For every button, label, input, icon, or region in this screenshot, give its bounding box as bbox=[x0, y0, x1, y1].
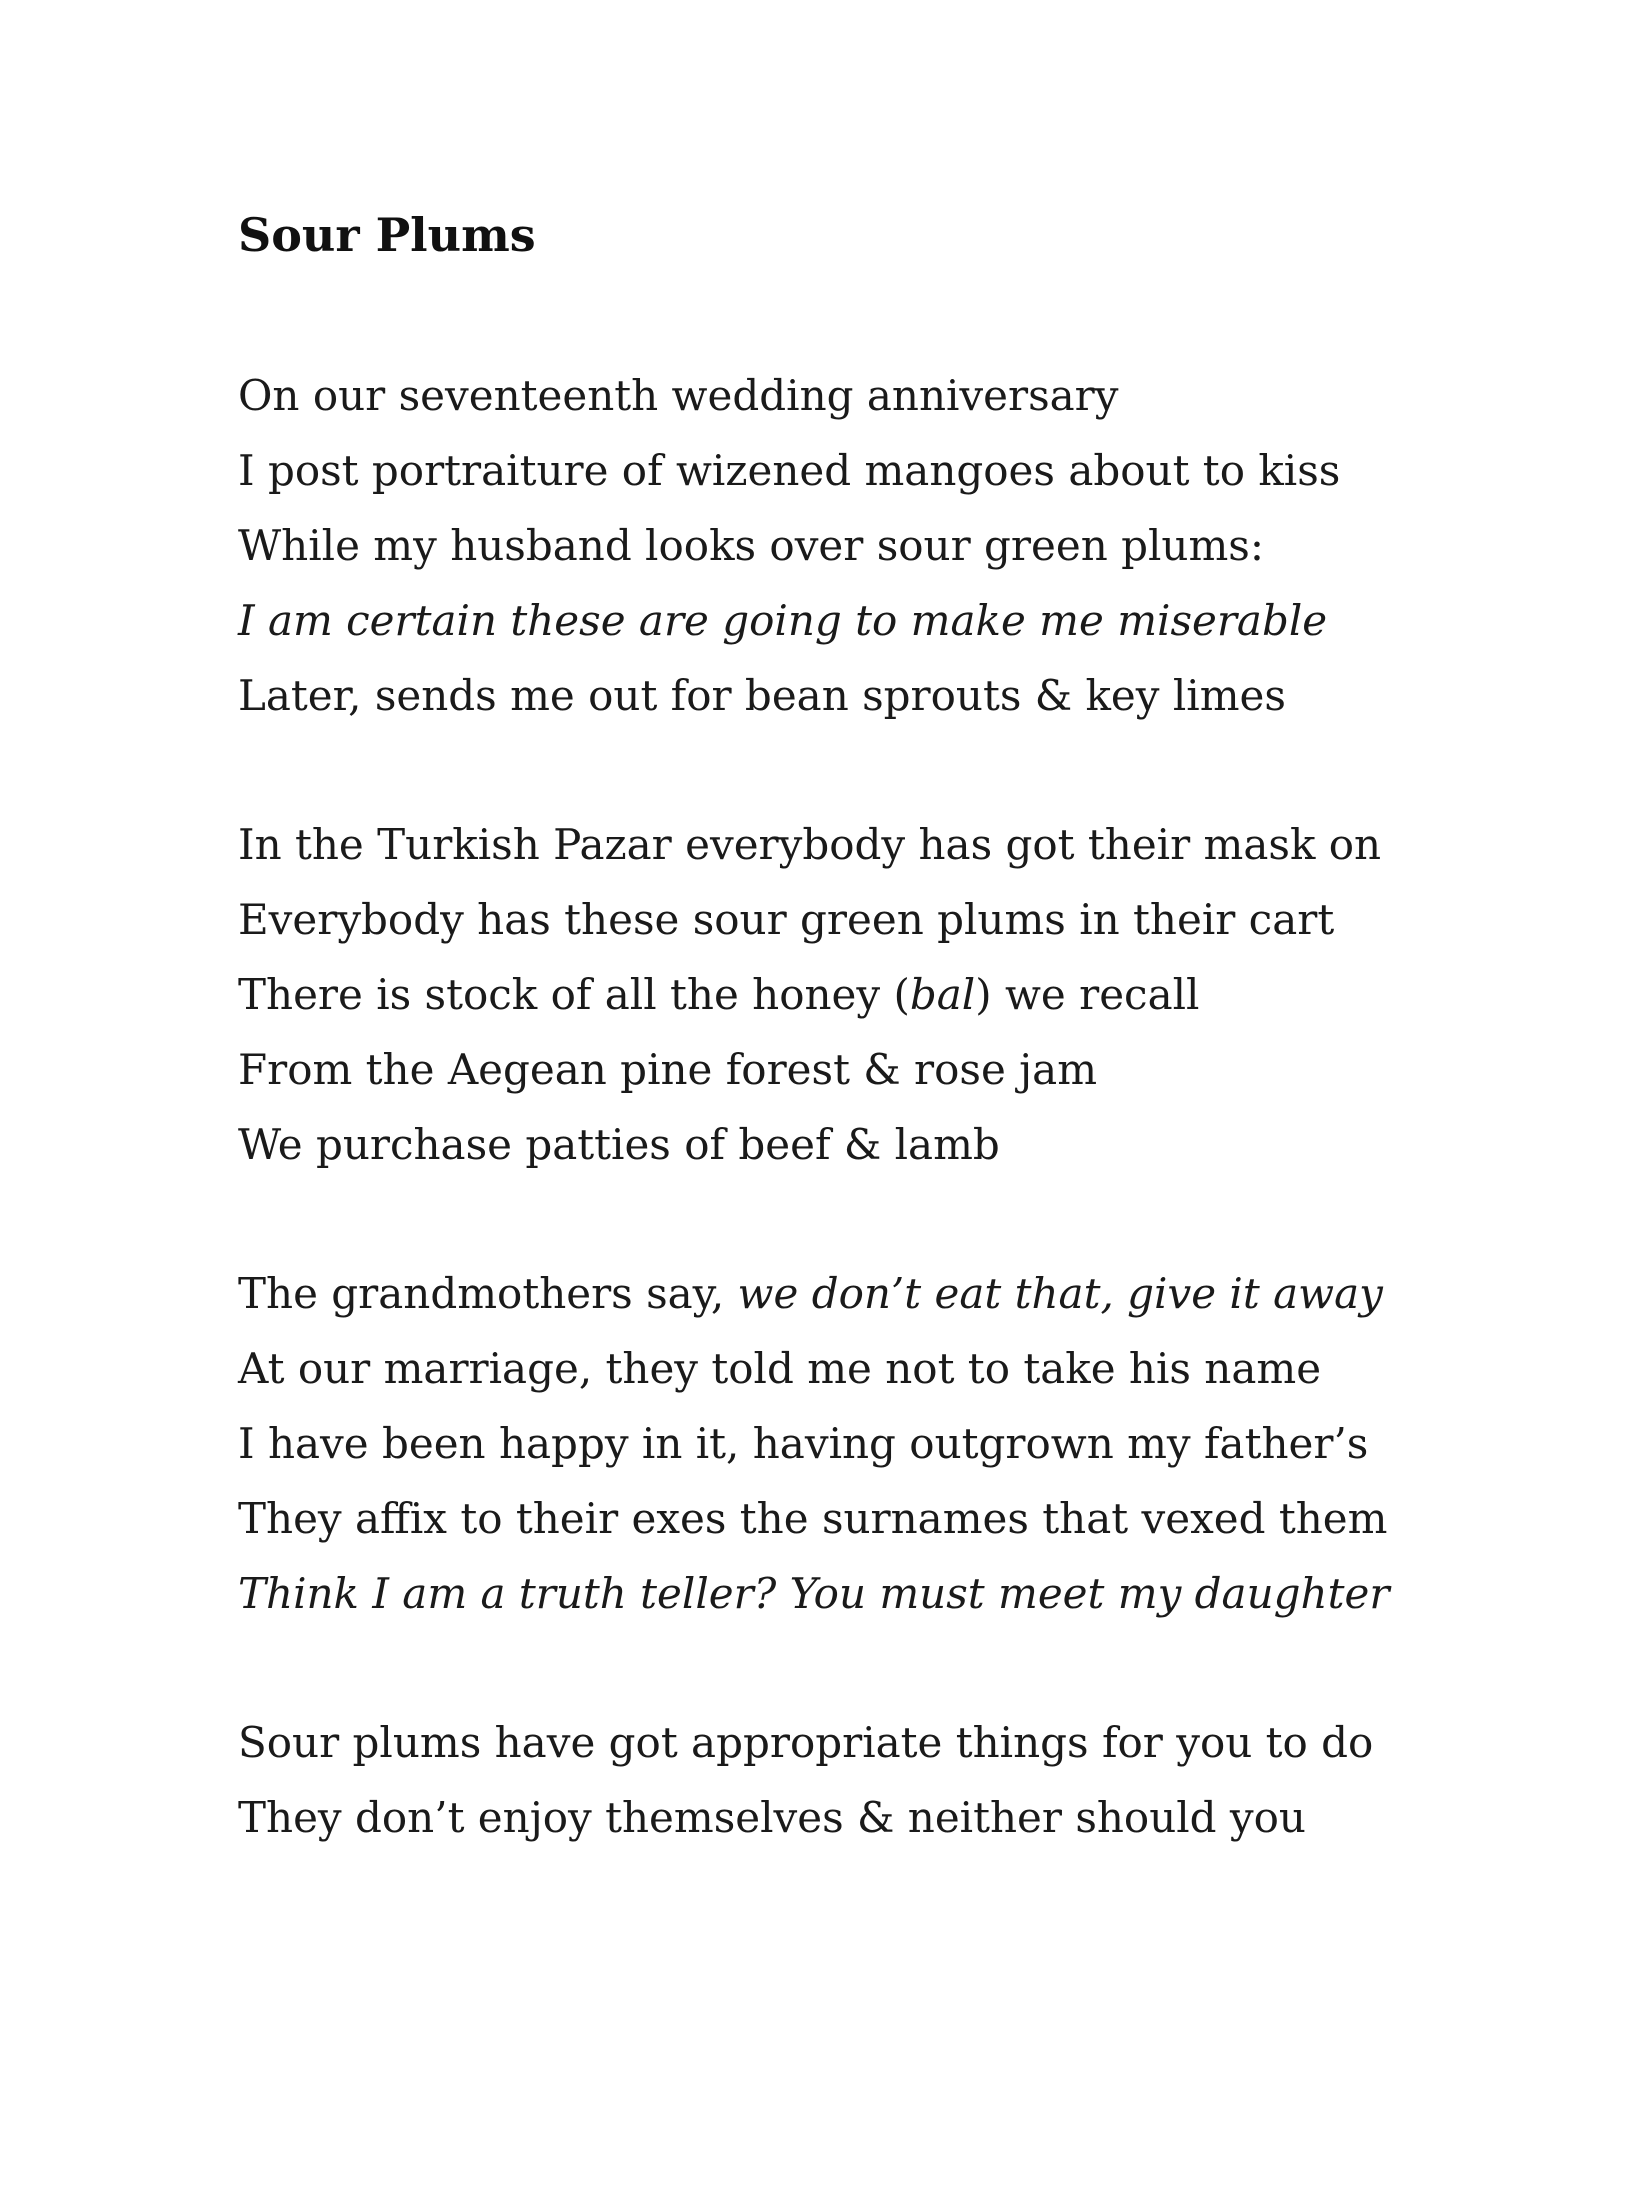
poem-line: From the Aegean pine forest & rose jam bbox=[238, 1045, 1098, 1094]
stanza-2 bbox=[238, 807, 1538, 1182]
poem-line: Sour plums have got appropriate things for you to do bbox=[238, 1718, 1374, 1767]
line-segment: There is stock of all the honey ( bbox=[238, 970, 910, 1019]
italic-word: bal bbox=[909, 970, 976, 1019]
poem-line: At our marriage, they told me not to take his name bbox=[238, 1344, 1322, 1393]
poem-line: In the Turkish Pazar everybody has got their mask on bbox=[238, 820, 1382, 869]
poem-line: They don’t enjoy themselves & neither should you bbox=[238, 1793, 1306, 1842]
poem-line: They affix to their exes the surnames that vexed them bbox=[238, 1494, 1388, 1543]
line-segment: The grandmothers say, bbox=[238, 1269, 738, 1318]
poem-line: I have been happy in it, having outgrown my father’s bbox=[238, 1419, 1369, 1468]
poem-line-italic: Think I am a truth teller? You must meet my daughter bbox=[238, 1569, 1390, 1618]
stanza-4 bbox=[238, 1705, 1538, 1855]
poem-line: On our seventeenth wedding anniversary bbox=[238, 371, 1119, 420]
italic-phrase: we don’t eat that, give it away bbox=[737, 1269, 1383, 1318]
poem-line: I post portraiture of wizened mangoes about to kiss bbox=[238, 446, 1341, 495]
poem-line-italic: I am certain these are going to make me miserable bbox=[238, 596, 1328, 645]
stanza-3 bbox=[238, 1256, 1538, 1631]
poem-title: Sour Plums bbox=[238, 208, 536, 262]
poem-line: Later, sends me out for bean sprouts & key limes bbox=[238, 671, 1286, 720]
poem-line-mixed bbox=[238, 957, 1538, 1032]
poem-line: We purchase patties of beef & lamb bbox=[238, 1120, 1000, 1169]
poem-line: While my husband looks over sour green plums: bbox=[238, 521, 1265, 570]
poem-line-mixed bbox=[238, 1256, 1538, 1331]
poem-line: Everybody has these sour green plums in their cart bbox=[238, 895, 1335, 944]
poem-body bbox=[238, 358, 1538, 1929]
line-segment: ) we recall bbox=[975, 970, 1200, 1019]
stanza-1 bbox=[238, 358, 1538, 733]
